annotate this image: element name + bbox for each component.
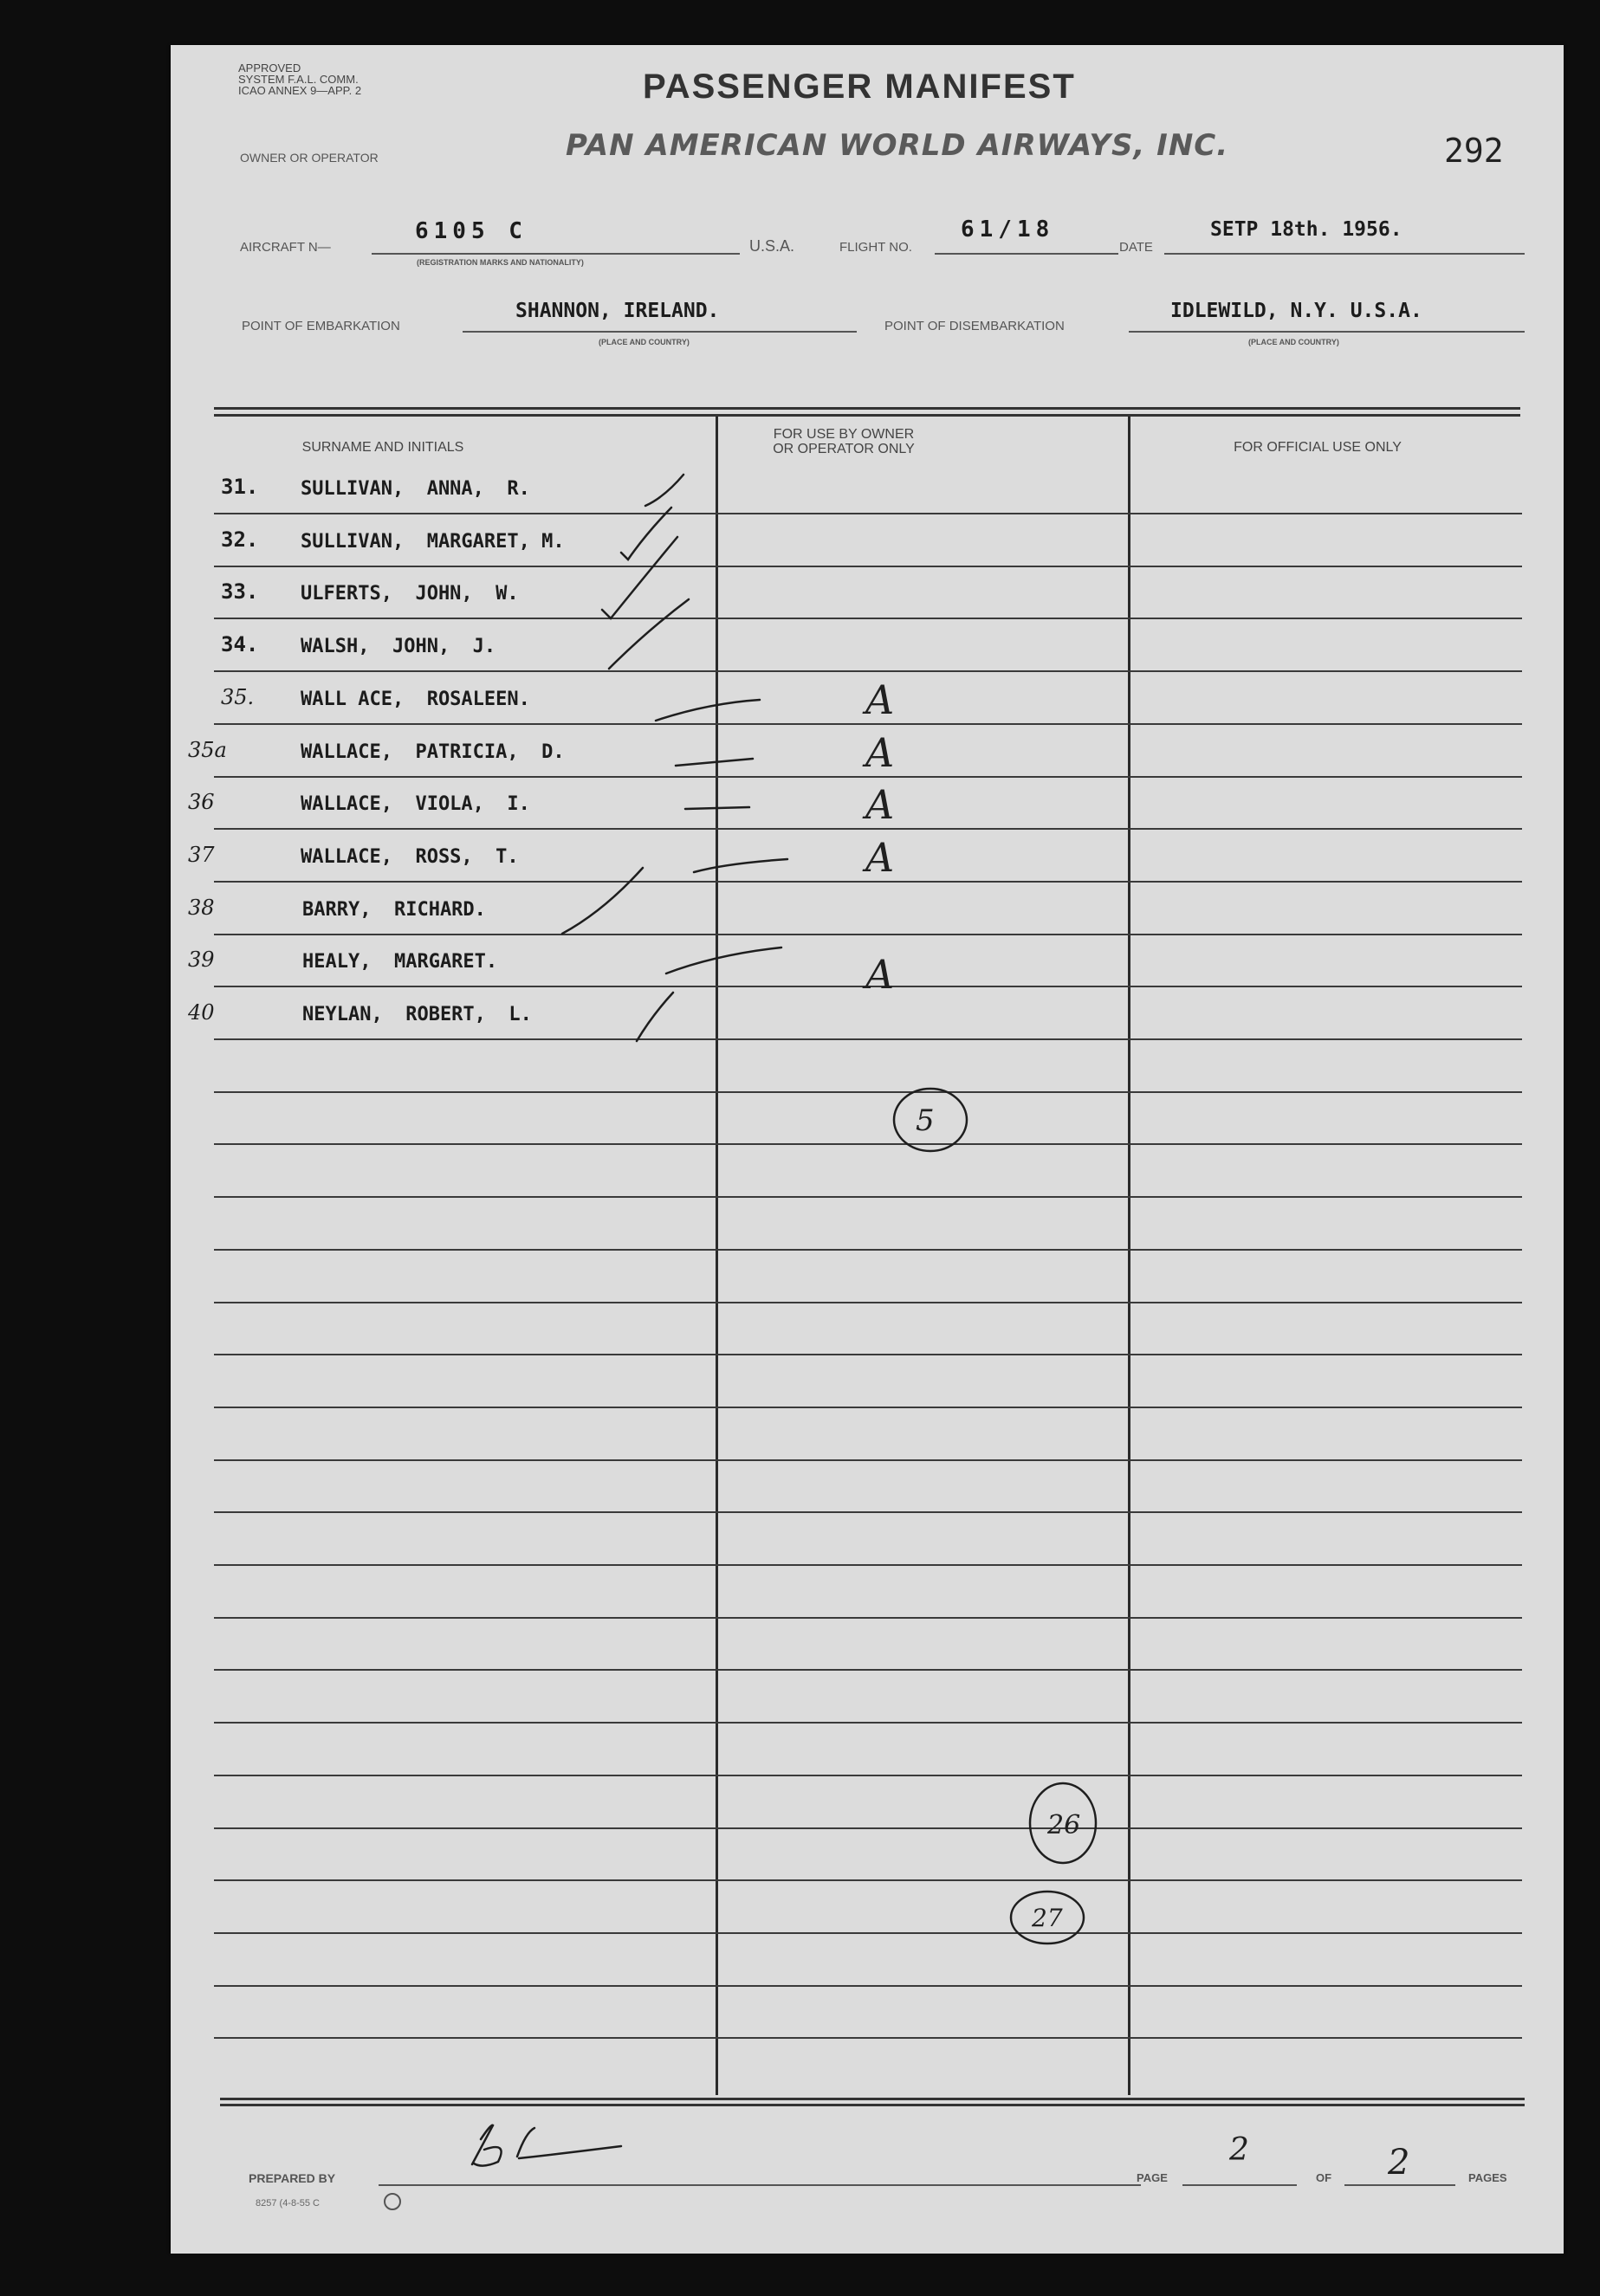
- column-header-owner-use-line: FOR USE BY OWNER: [773, 427, 915, 442]
- passenger-number: 35a: [188, 738, 227, 762]
- pages-label: PAGES: [1468, 2171, 1507, 2184]
- prepared-by-label: PREPARED BY: [249, 2171, 336, 2185]
- manifest-sheet: [171, 45, 1564, 2254]
- of-label: OF: [1316, 2171, 1332, 2184]
- owner-mark-a: A: [865, 834, 895, 881]
- check-mark: [602, 537, 677, 618]
- union-bug-icon: [384, 2193, 401, 2210]
- of-value: 2: [1388, 2143, 1410, 2183]
- check-mark: [609, 599, 689, 669]
- dash-mark: [685, 807, 749, 809]
- passenger-name: SULLIVAN, MARGARET, M.: [301, 531, 565, 553]
- usa-label: U.S.A.: [749, 237, 795, 255]
- dash-mark: [656, 700, 760, 721]
- dash-mark: [676, 759, 753, 766]
- passenger-name: HEALY, MARGARET.: [302, 951, 498, 973]
- approval-line: APPROVED: [238, 61, 301, 74]
- page-stamp-number: 292: [1444, 132, 1504, 170]
- disembarkation-value: IDLEWILD, N.Y. U.S.A.: [1170, 300, 1422, 322]
- circled-number: 27: [1032, 1904, 1063, 1932]
- passenger-number: 39: [188, 948, 215, 972]
- owner-label: OWNER OR OPERATOR: [240, 151, 379, 165]
- passenger-name: WALSH, JOHN, J.: [301, 636, 496, 657]
- form-title: PASSENGER MANIFEST: [643, 68, 1076, 106]
- column-header-official: FOR OFFICIAL USE ONLY: [1234, 440, 1402, 455]
- passenger-number: 33.: [221, 579, 259, 604]
- prepared-by-signature: [552, 2128, 564, 2138]
- of-field-line: [1344, 2184, 1455, 2186]
- passenger-number: 32.: [221, 527, 259, 552]
- page-value: 2: [1229, 2132, 1249, 2168]
- circled-number: 5: [916, 1103, 935, 1138]
- passenger-number: 31.: [221, 475, 259, 499]
- flight-label: FLIGHT NO.: [839, 240, 912, 255]
- passenger-number: 35.: [221, 685, 255, 709]
- form-code: 8257 (4-8-55 C: [256, 2198, 320, 2209]
- passenger-number: 34.: [221, 632, 259, 656]
- disembarkation-sublabel: (PLACE AND COUNTRY): [1248, 338, 1339, 346]
- aircraft-value: 6105 C: [415, 218, 528, 244]
- page-label: PAGE: [1137, 2171, 1168, 2184]
- owner-mark-a: A: [865, 781, 895, 828]
- check-mark: [645, 475, 683, 506]
- prepared-by-line: [379, 2184, 1141, 2186]
- embarkation-sublabel: (PLACE AND COUNTRY): [599, 338, 690, 346]
- owner-value: PAN AMERICAN WORLD AIRWAYS, INC.: [566, 128, 1229, 163]
- date-value: SETP 18th. 1956.: [1210, 218, 1402, 241]
- passenger-name: NEYLAN, ROBERT, L.: [302, 1004, 532, 1025]
- passenger-name: BARRY, RICHARD.: [302, 899, 486, 921]
- passenger-number: 40: [188, 1000, 215, 1025]
- owner-mark-a: A: [865, 951, 895, 998]
- passenger-name: WALLACE, PATRICIA, D.: [301, 741, 565, 763]
- column-header-surname: SURNAME AND INITIALS: [301, 440, 464, 455]
- embarkation-label: POINT OF EMBARKATION: [242, 319, 400, 333]
- passenger-name: WALL ACE, ROSALEEN.: [301, 689, 530, 710]
- approval-line: SYSTEM F.A.L. COMM.: [238, 73, 359, 86]
- check-mark: [637, 993, 673, 1041]
- aircraft-sublabel: (REGISTRATION MARKS AND NATIONALITY): [417, 258, 584, 267]
- embarkation-value: SHANNON, IRELAND.: [515, 300, 720, 322]
- disembarkation-label: POINT OF DISEMBARKATION: [884, 319, 1065, 333]
- passenger-number: 37: [188, 843, 215, 867]
- check-mark: [562, 868, 643, 934]
- date-label: DATE: [1119, 240, 1153, 255]
- approval-line: ICAO ANNEX 9—APP. 2: [238, 84, 362, 97]
- column-header-owner-use-line: OR OPERATOR ONLY: [773, 442, 915, 456]
- passenger-name: SULLIVAN, ANNA, R.: [301, 478, 530, 500]
- passenger-name: WALLACE, VIOLA, I.: [301, 793, 530, 815]
- passenger-number: 38: [188, 896, 215, 920]
- circled-number: 26: [1047, 1810, 1081, 1840]
- passenger-name: WALLACE, ROSS, T.: [301, 846, 519, 868]
- owner-mark-a: A: [865, 729, 895, 776]
- owner-mark-a: A: [865, 676, 895, 723]
- flight-value: 61/18: [961, 217, 1055, 243]
- dash-mark: [694, 859, 787, 872]
- aircraft-label: AIRCRAFT N—: [240, 240, 331, 255]
- signature-mark: [472, 2125, 621, 2166]
- handwritten-marks: [171, 45, 1564, 2254]
- page-field-line: [1182, 2184, 1297, 2186]
- passenger-name: ULFERTS, JOHN, W.: [301, 583, 519, 605]
- dash-mark: [666, 948, 781, 973]
- passenger-number: 36: [188, 790, 215, 814]
